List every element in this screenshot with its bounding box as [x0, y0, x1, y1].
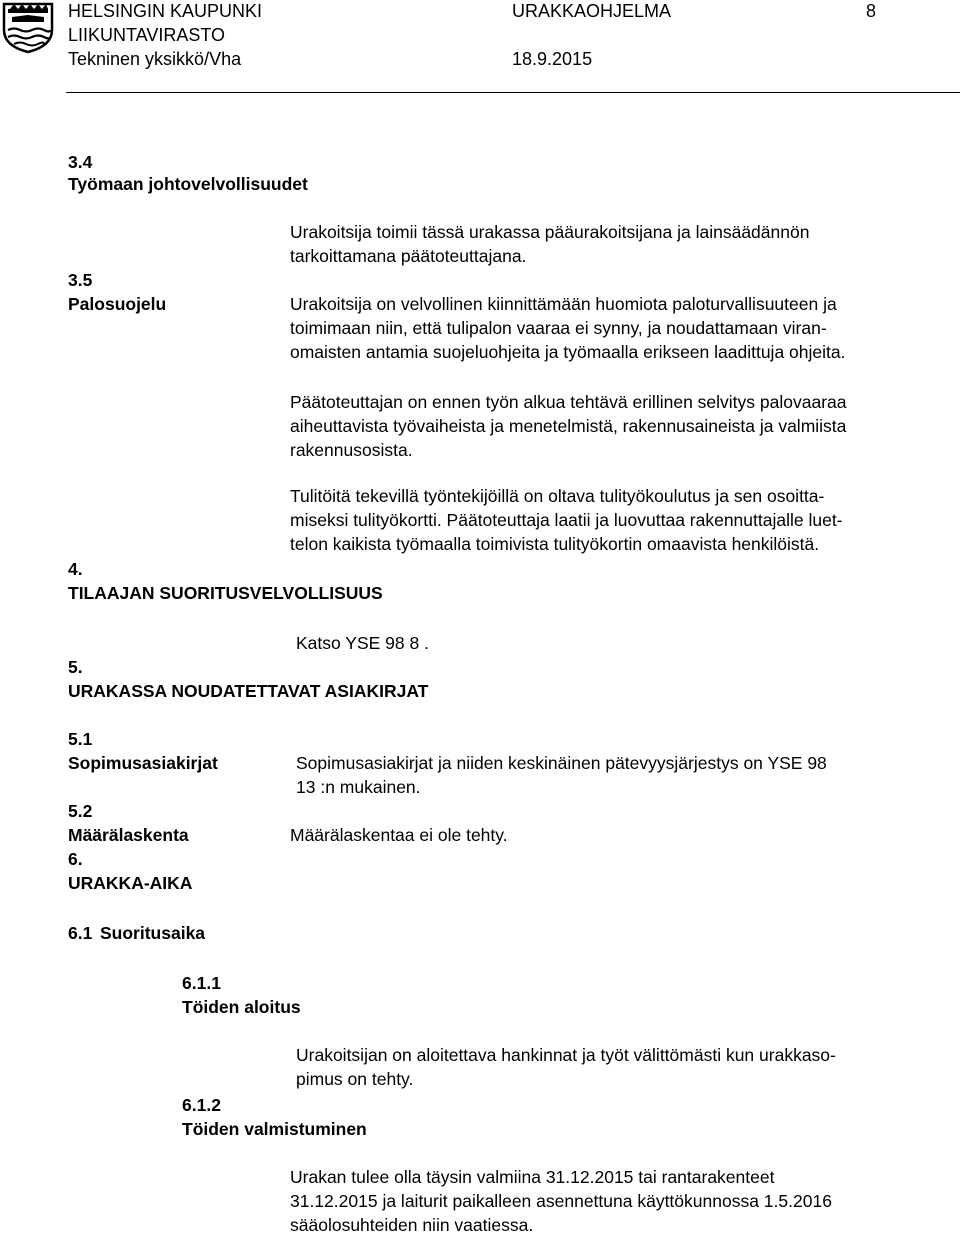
text-line: telon kaikista työmaalla toimivista tulityökortin omaavista henkilöistä. [290, 534, 820, 554]
section-3-5-paragraph-2 [290, 390, 847, 462]
section-5-number: 5. [68, 657, 83, 677]
header-doc-title: URAKKAOHJELMA [512, 1, 672, 21]
text-line: omaisten antamia suojeluohjeita ja työmaalla erikseen laadittuja ohjeita. [290, 342, 846, 362]
section-5-title: URAKASSA NOUDATETTAVAT ASIAKIRJAT [68, 681, 429, 701]
section-4-text: Katso YSE 98 8 . [296, 633, 429, 653]
section-6-number: 6. [68, 849, 83, 869]
section-5-2-text: Määrälaskentaa ei ole tehty. [290, 825, 508, 845]
section-3-5-paragraph-3 [290, 484, 843, 556]
text-line: Urakoitsija on velvollinen kiinnittämään huomiota paloturvallisuuteen ja [290, 294, 837, 314]
text-line: rakennusosista. [290, 440, 413, 460]
section-6-1-number: 6.1 [68, 923, 93, 943]
section-6-1-title: Suoritusaika [100, 923, 206, 943]
section-5-2-title: Määrälaskenta [68, 825, 189, 845]
section-6-1-1-title: Töiden aloitus [182, 997, 301, 1017]
section-6-1-2-number: 6.1.2 [182, 1095, 221, 1115]
section-4-number: 4. [68, 559, 83, 579]
section-6-1-1-number: 6.1.1 [182, 973, 221, 993]
header-org-line1: HELSINGIN KAUPUNKI [68, 1, 263, 21]
text-line: aiheuttavista työvaiheista ja menetelmistä, rakennusaineista ja valmiista [290, 416, 847, 436]
text-line: miseksi tulityökortti. Päätoteuttaja laatii ja luovuttaa rakennuttajalle luet- [290, 510, 843, 530]
text-line: 13 :n mukainen. [296, 777, 421, 797]
section-3-4-number: 3.4 [68, 152, 93, 172]
helsinki-crest-logo [0, 0, 56, 54]
section-3-5-title: Palosuojelu [68, 294, 167, 314]
section-3-5-number: 3.5 [68, 270, 93, 290]
text-line: 31.12.2015 ja laiturit paikalleen asennettuna käyttökunnossa 1.5.2016 [290, 1191, 832, 1211]
section-6-1-2-text [290, 1165, 832, 1237]
text-line: Urakan tulee olla täysin valmiina 31.12.2015 tai rantarakenteet [290, 1167, 775, 1187]
header-page-number: 8 [866, 1, 877, 21]
section-3-4-text [290, 220, 809, 268]
text-line: toimimaan niin, että tulipalon vaaraa ei synny, ja noudattamaan viran- [290, 318, 827, 338]
header-org-line3: Tekninen yksikkö/Vha [68, 49, 242, 69]
text-line: Urakoitsija toimii tässä urakassa pääurakoitsijana ja lainsäädännön [290, 222, 810, 242]
section-5-1-number: 5.1 [68, 729, 93, 749]
section-6-1-1-text [296, 1043, 836, 1091]
section-4-title: TILAAJAN SUORITUSVELVOLLISUUS [68, 583, 383, 603]
text-line: Urakoitsijan on aloitettava hankinnat ja työt välittömästi kun urakkaso- [296, 1045, 836, 1065]
section-3-5-paragraph-1 [290, 292, 845, 364]
section-5-1-title: Sopimusasiakirjat [68, 753, 218, 773]
text-line: tarkoittamana päätoteuttajana. [290, 246, 527, 266]
text-line: Sopimusasiakirjat ja niiden keskinäinen pätevyysjärjestys on YSE 98 [296, 753, 827, 773]
section-6-title: URAKKA-AIKA [68, 873, 193, 893]
text-line: Tulitöitä tekevillä työntekijöillä on oltava tulityökoulutus ja sen osoitta- [290, 486, 825, 506]
text-line: Päätoteuttajan on ennen työn alkua tehtävä erillinen selvitys palovaaraa [290, 392, 847, 412]
text-line: sääolosuhteiden niin vaatiessa. [290, 1215, 534, 1235]
header-divider [66, 92, 960, 93]
header-org-line2: LIIKUNTAVIRASTO [68, 25, 226, 45]
text-line: pimus on tehty. [296, 1069, 414, 1089]
header-date: 18.9.2015 [512, 49, 593, 69]
section-6-1-2-title: Töiden valmistuminen [182, 1119, 367, 1139]
section-3-4-title: Työmaan johtovelvollisuudet [68, 174, 308, 194]
section-5-2-number: 5.2 [68, 801, 93, 821]
section-5-1-text [296, 751, 827, 799]
